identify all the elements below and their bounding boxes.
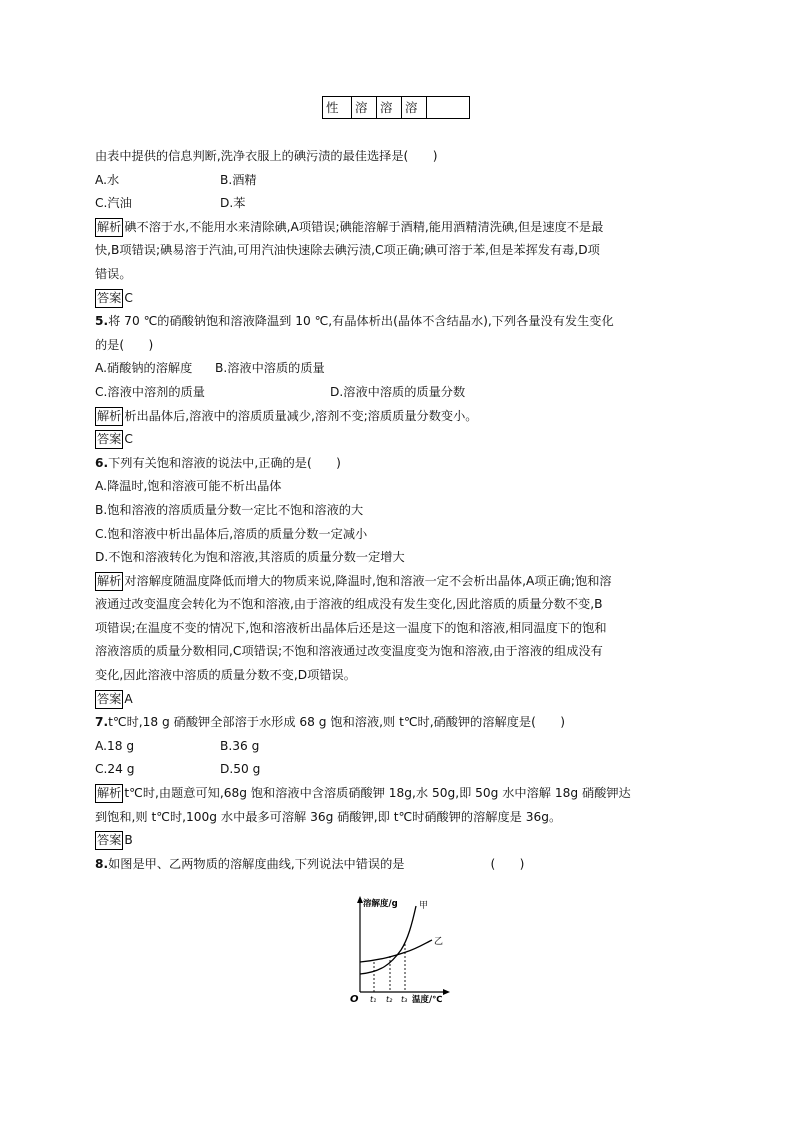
q8-number: 8.: [95, 856, 109, 871]
solubility-curve-figure: [346, 894, 452, 1006]
q4-options-row2: [95, 192, 705, 216]
q5-number: 5.: [95, 314, 109, 329]
x-axis-label: 温度/℃: [412, 995, 443, 1005]
q7-stem-line: [95, 711, 705, 735]
table-header-cell: [427, 97, 469, 118]
curve-jia-label: 甲: [419, 901, 429, 911]
table-header-cell: 溶: [377, 97, 402, 118]
q6-answer-line: [95, 688, 705, 712]
q4-analysis-line: 快,B项错误;碘易溶于汽油,可用汽油快速除去碘污渍,C项正确;碘可溶于苯,但是苯挥发有毒,D项: [95, 243, 600, 258]
curve-yi: [360, 940, 432, 962]
q5-options-row2: [95, 381, 705, 405]
q7-option-b: B.36 g: [220, 738, 260, 753]
q7-answer-line: [95, 829, 705, 853]
q5-analysis-text: 析出晶体后,溶液中的溶质质量减少,溶剂不变;溶质质量分数变小。: [124, 408, 478, 423]
q6-stem-line: [95, 452, 705, 476]
q7-options-row2: [95, 758, 705, 782]
table-header-row: [322, 96, 470, 119]
q7-option-d: D.50 g: [220, 762, 261, 777]
q4-option-c: C.汽油: [95, 196, 132, 211]
q4-stem: 由表中提供的信息判断,洗净衣服上的碘污渍的最佳选择是( ): [95, 149, 438, 163]
q7-analysis-text: t℃时,由题意可知,68g 饱和溶液中含溶质硝酸钾 18g,水 50g,即 50g 水中溶解 18g 硝酸钾达: [124, 786, 631, 801]
q6-analysis-text: 对溶解度随温度降低而增大的物质来说,降温时,饱和溶液一定不会析出晶体,A项正确;饱和溶: [124, 573, 612, 588]
q6-stem-text: 下列有关饱和溶液的说法中,正确的是( ): [108, 455, 341, 470]
q7-options-row1: [95, 735, 705, 759]
answer-tag: 答案: [95, 430, 123, 449]
q6-option-a: A.降温时,饱和溶液可能不析出晶体: [95, 479, 282, 494]
x-tick-label: t₂: [386, 995, 393, 1004]
analysis-tag: 解析: [95, 572, 123, 591]
q5-option-d: D.溶液中溶质的质量分数: [330, 384, 466, 399]
q5-option-a: A.硝酸钠的溶解度: [95, 361, 193, 376]
q8-stem-line: [95, 853, 705, 877]
x-tick-label: t₁: [370, 995, 377, 1004]
analysis-tag: 解析: [95, 784, 123, 803]
q4-option-d: D.苯: [220, 196, 246, 211]
q7-analysis-line: 到饱和,则 t℃时,100g 水中最多可溶解 36g 硝酸钾,即 t℃时硝酸钾的溶解度是 36g。: [95, 809, 562, 824]
q5-stem-line: 的是( ): [95, 337, 154, 352]
q4-answer: C: [124, 290, 133, 305]
q5-option-c: C.溶液中溶剂的质量: [95, 384, 205, 399]
q6-analysis-line: 项错误;在温度不变的情况下,饱和溶液析出晶体后还是这一温度下的饱和溶液,相同温度下的饱和: [95, 620, 607, 635]
q4-option-a: A.水: [95, 172, 120, 187]
q5-answer: C: [124, 432, 133, 447]
question-content: [95, 145, 705, 876]
q7-analysis-line: [95, 782, 705, 806]
q5-analysis-line: [95, 405, 705, 429]
q5-stem-line: [95, 310, 705, 334]
q4-option-b: B.酒精: [220, 172, 257, 187]
curve-yi-label: 乙: [434, 937, 444, 947]
y-axis-label: 溶解度/g: [363, 899, 398, 909]
q7-number: 7.: [95, 715, 109, 730]
q7-answer: B: [124, 833, 133, 848]
x-axis-arrow: [443, 989, 450, 995]
q5-answer-line: [95, 428, 705, 452]
q8-answer-paren: ( ): [490, 856, 525, 871]
answer-tag: 答案: [95, 831, 123, 850]
q5-options-row1: [95, 357, 705, 381]
q4-analysis-text: 碘不溶于水,不能用水来清除碘,A项错误;碘能溶解于酒精,能用酒精清洗碘,但是速度不是最: [124, 219, 604, 234]
q7-option-a: A.18 g: [95, 738, 135, 753]
answer-tag: 答案: [95, 289, 123, 308]
q6-analysis-line: 变化,因此溶液中溶质的质量分数不变,D项错误。: [95, 668, 356, 683]
q6-analysis-line: 液通过改变温度会转化为不饱和溶液,由于溶液的组成没有发生变化,因此溶质的质量分数不变,B: [95, 597, 603, 612]
q5-stem-text: 将 70 ℃的硝酸钠饱和溶液降温到 10 ℃,有晶体析出(晶体不含结晶水),下列各量没有发生变化: [108, 314, 614, 329]
q4-answer-line: [95, 287, 705, 311]
answer-tag: 答案: [95, 690, 123, 709]
analysis-tag: 解析: [95, 407, 123, 426]
table-header-cell: 性: [323, 97, 352, 118]
q4-analysis-line: 错误。: [95, 266, 132, 281]
q6-analysis-line: 溶液溶质的质量分数相同,C项错误;不饱和溶液通过改变温度变为饱和溶液,由于溶液的组成没有: [95, 644, 603, 659]
curve-jia: [360, 906, 416, 974]
q6-analysis-line: [95, 570, 705, 594]
origin-label: O: [350, 994, 359, 1005]
x-tick-label: t₃: [401, 995, 408, 1004]
table-header-cell: 溶: [402, 97, 427, 118]
q6-option-c: C.饱和溶液中析出晶体后,溶质的质量分数一定减小: [95, 526, 368, 541]
q6-number: 6.: [95, 455, 109, 470]
q6-option-d: D.不饱和溶液转化为饱和溶液,其溶质的质量分数一定增大: [95, 550, 405, 565]
q8-stem-text: 如图是甲、乙两物质的溶解度曲线,下列说法中错误的是: [108, 856, 405, 871]
q4-analysis-line: [95, 216, 705, 240]
q7-option-c: C.24 g: [95, 762, 135, 777]
q6-option-b: B.饱和溶液的溶质质量分数一定比不饱和溶液的大: [95, 502, 364, 517]
q7-stem-text: t℃时,18 g 硝酸钾全部溶于水形成 68 g 饱和溶液,则 t℃时,硝酸钾的溶解度是( ): [108, 715, 565, 730]
table-header-cell: 溶: [352, 97, 377, 118]
q4-options-row1: [95, 169, 705, 193]
q6-answer: A: [124, 691, 133, 706]
q5-option-b: B.溶液中溶质的质量: [215, 361, 325, 376]
analysis-tag: 解析: [95, 218, 123, 237]
